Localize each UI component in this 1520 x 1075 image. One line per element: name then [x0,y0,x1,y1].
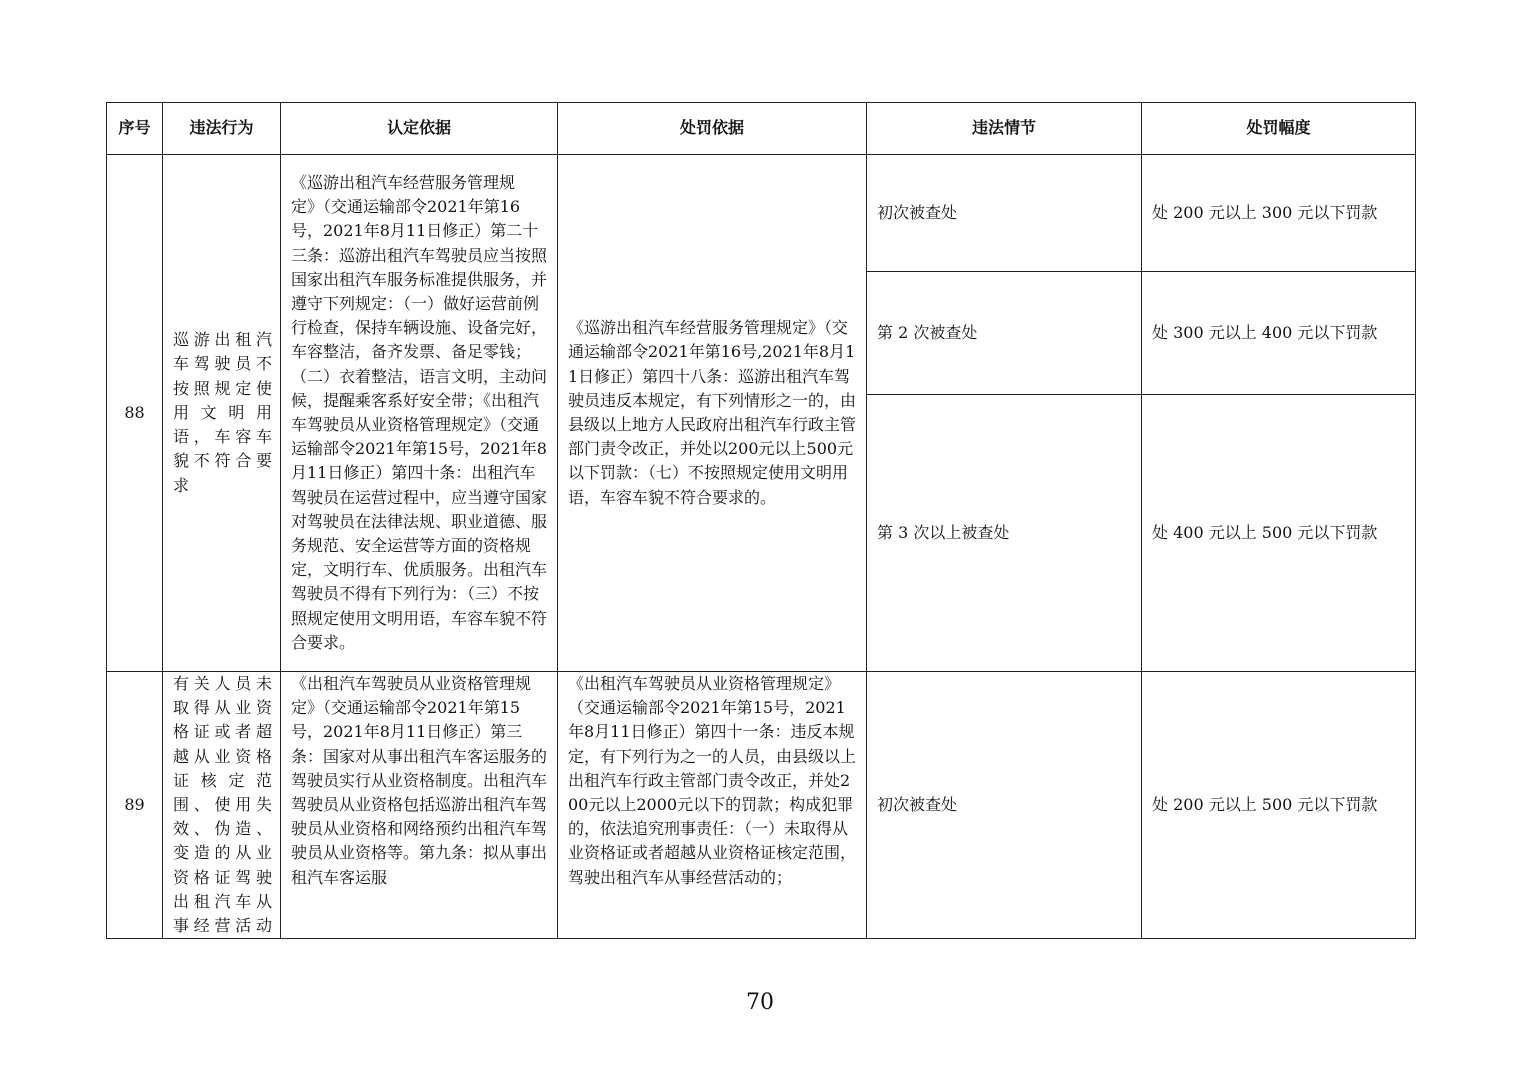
row-plot: 第 3 次以上被查处 [867,395,1142,672]
act-line: 貌不符合要 [173,451,272,471]
act-line: 证 核 定 范 [173,770,272,790]
page-number: 70 [746,990,774,1015]
act-line: 有关人员未 [173,674,272,693]
row-act [163,672,281,939]
act-line: 语，车容车 [173,427,272,447]
row-penalty-basis: 《巡游出租汽车经营服务管理规定》（交通运输部令2021年第16号,2021年8月11日修正）第四十八条：巡游出租汽车驾驶员违反本规定，有下列情形之一的，由县级以上地方人民政府出租汽车行政主管部门责令改正，并处以200元以上500元以下罚款：（七）不按照规定使用文明用语，车容车貌不符合要求的。 [558,155,867,672]
header-penalty-basis: 处罚依据 [558,103,867,155]
row-plot: 初次被查处 [867,155,1142,272]
row-seq: 88 [107,155,163,672]
act-line: 资格证驾驶 [173,867,272,887]
act-line: 求 [173,475,190,495]
header-basis: 认定依据 [281,103,558,155]
row-penalty-basis: 《出租汽车驾驶员从业资格管理规定》（交通运输部令2021年第15号，2021年8月11日修正）第四十一条：违反本规定，有下列行为之一的人员，由县级以上出租汽车行政主管部门责令改正，并处200元以上2000元以下的罚款；构成犯罪的，依法追究刑事责任：（一）未取得从业资格证或者超越从业资格证核定范围，驾驶出租汽车从事经营活动的； [558,672,867,939]
act-line: 用 文 明 用 [173,402,272,422]
header-range: 处罚幅度 [1142,103,1416,155]
act-line: 围、使用失 [173,795,272,815]
penalty-table [106,102,1416,939]
act-line: 按照规定使 [173,378,272,398]
header-seq: 序号 [107,103,163,155]
act-line: 取得从业资 [173,698,272,718]
act-line: 格证或者超 [173,722,272,742]
header-act: 违法行为 [163,103,281,155]
act-line: 越从业资格 [173,746,272,766]
header-plot: 违法情节 [867,103,1142,155]
row-basis: 《出租汽车驾驶员从业资格管理规定》（交通运输部令2021年第15号，2021年8月11日修正）第三条：国家对从事出租汽车客运服务的驾驶员实行从业资格制度。出租汽车驾驶员从业资格包括巡游出租汽车驾驶员从业资格和网络预约出租汽车驾驶员从业资格等。第九条：拟从事出租汽车客运服 [281,672,558,939]
row-range: 处 300 元以上 400 元以下罚款 [1142,272,1416,395]
row-seq: 89 [107,672,163,939]
row-range: 处 200 元以上 500 元以下罚款 [1142,672,1416,939]
table-row [107,155,1416,272]
act-line: 效、伪造、 [173,819,272,839]
header-row [107,103,1416,155]
row-range: 处 200 元以上 300 元以下罚款 [1142,155,1416,272]
act-line: 出租汽车从 [173,891,272,911]
row-plot: 初次被查处 [867,672,1142,939]
table-row [107,672,1416,939]
row-range: 处 400 元以上 500 元以下罚款 [1142,395,1416,672]
act-line: 巡游出租汽 [173,330,272,350]
row-plot: 第 2 次被查处 [867,272,1142,395]
act-line: 车驾驶员不 [173,354,272,374]
row-act [163,155,281,672]
row-basis: 《巡游出租汽车经营服务管理规定》（交通运输部令2021年第16号，2021年8月11日修正）第二十三条：巡游出租汽车驾驶员应当按照国家出租汽车服务标准提供服务，并遵守下列规定：（一）做好运营前例行检查，保持车辆设施、设备完好，车容整洁，备齐发票、备足零钱；（二）衣着整洁，语言文明，主动问候，提醒乘客系好安全带；《出租汽车驾驶员从业资格管理规定》（交通运输部令2021年第15号，2021年8月11日修正）第四十条：出租汽车驾驶员在运营过程中，应当遵守国家对驾驶员在法律法规、职业道德、服务规范、安全运营等方面的资格规定，文明行车、优质服务。出租汽车驾驶员不得有下列行为：（三）不按照规定使用文明用语，车容车貌不符合要求。 [281,155,558,672]
act-line: 事经营活动 [173,916,272,936]
act-line: 变造的从业 [173,843,272,863]
